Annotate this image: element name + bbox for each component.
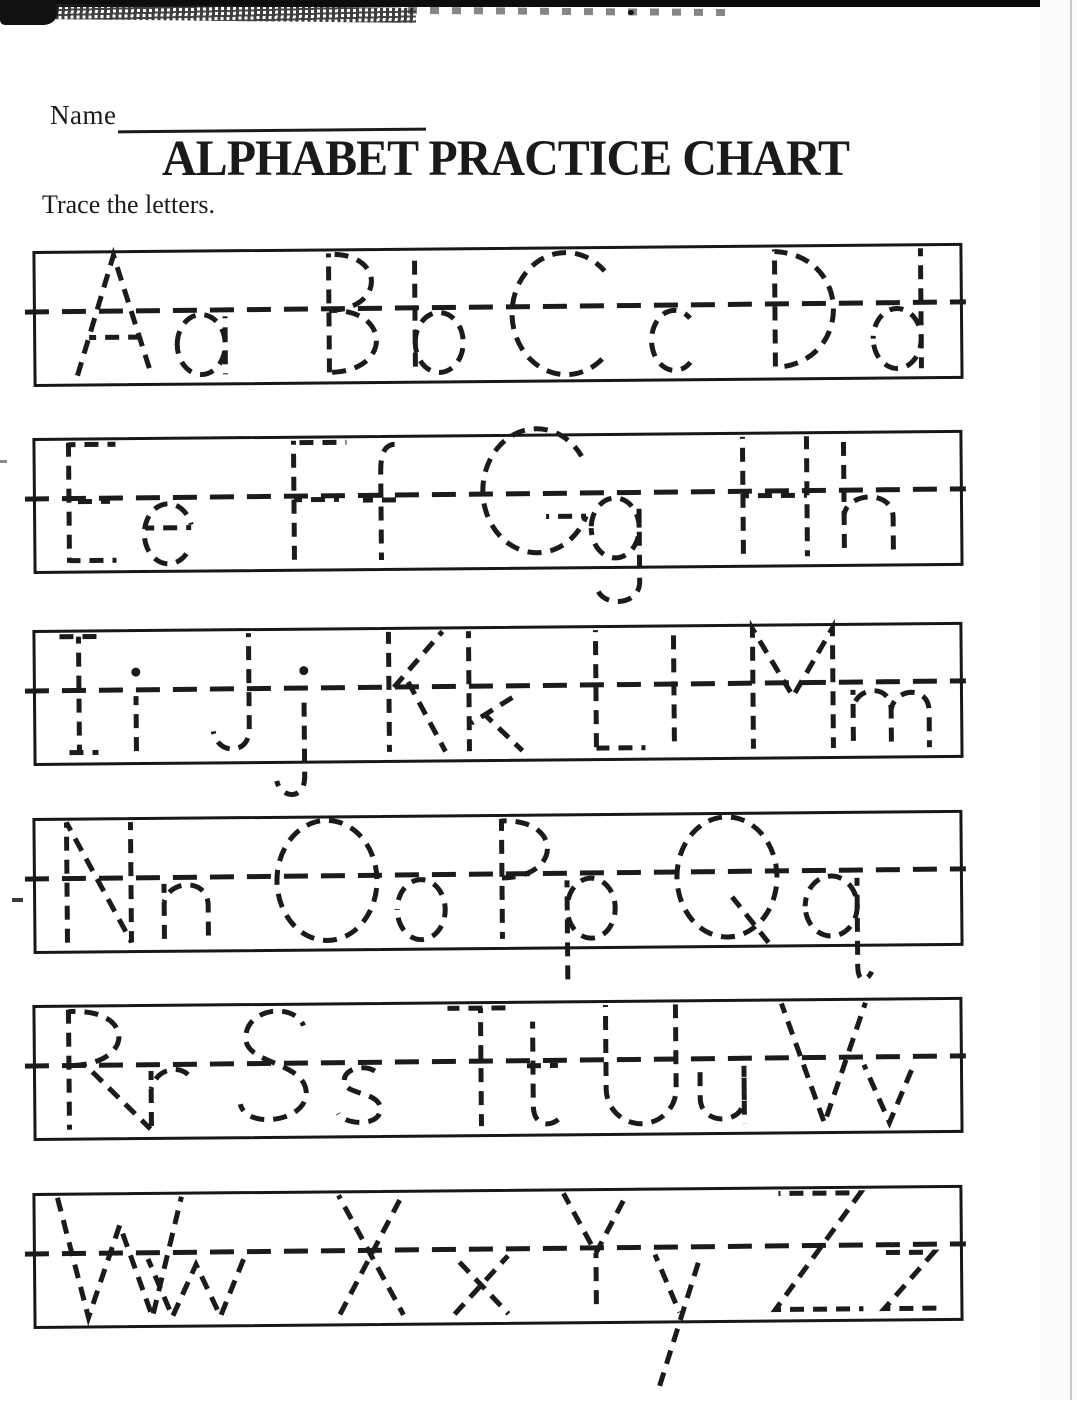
letter-z-stroke bbox=[880, 1252, 936, 1308]
letter-k-stroke bbox=[471, 693, 520, 723]
trace-letter-P bbox=[501, 819, 548, 939]
letter-B-stroke bbox=[328, 253, 329, 373]
letter-d-stroke bbox=[873, 308, 922, 368]
letter-G-stroke bbox=[482, 428, 586, 553]
letter-i-stroke bbox=[136, 696, 137, 754]
page-title: ALPHABET PRACTICE CHART bbox=[162, 130, 876, 188]
trace-letter-Y bbox=[563, 1193, 628, 1314]
trace-letter-I bbox=[59, 636, 98, 752]
letter-B-stroke bbox=[329, 310, 377, 372]
letter-X-stroke bbox=[338, 1195, 403, 1316]
trace-letter-U bbox=[605, 1004, 676, 1124]
letter-Y-stroke bbox=[596, 1253, 597, 1313]
trace-letter-f bbox=[362, 444, 403, 560]
letter-K-stroke bbox=[389, 631, 443, 691]
name-label: Name bbox=[50, 100, 116, 131]
trace-letter-k bbox=[468, 631, 522, 751]
letter-c-stroke bbox=[651, 310, 690, 370]
scanner-noise-dot bbox=[628, 10, 634, 15]
trace-letter-j bbox=[276, 666, 310, 795]
letter-B-stroke bbox=[328, 254, 371, 310]
trace-letter-Z bbox=[774, 1193, 863, 1310]
trace-letter-a bbox=[177, 314, 226, 374]
trace-letter-C bbox=[511, 252, 607, 375]
letter-d-stroke bbox=[920, 248, 921, 368]
letter-m-stroke bbox=[891, 692, 929, 747]
letter-o-stroke bbox=[397, 879, 446, 939]
trace-letter-L bbox=[595, 630, 645, 748]
trace-letter-N bbox=[66, 822, 131, 943]
dashed-midline bbox=[25, 681, 966, 691]
letter-v-stroke bbox=[864, 1064, 915, 1122]
trace-letter-T bbox=[447, 1008, 514, 1127]
letter-r-stroke bbox=[151, 1071, 152, 1129]
dashed-midline bbox=[25, 869, 966, 879]
margin-mark-small bbox=[0, 460, 7, 463]
trace-letter-d bbox=[872, 248, 921, 368]
letter-b-stroke bbox=[414, 253, 415, 373]
trace-letter-B bbox=[328, 253, 376, 373]
trace-letter-t bbox=[518, 1021, 559, 1124]
letter-r-stroke bbox=[151, 1069, 188, 1089]
letter-g-stroke bbox=[591, 498, 640, 558]
letter-e-stroke bbox=[144, 504, 191, 564]
trace-letter-r bbox=[151, 1069, 189, 1129]
trace-letter-m bbox=[853, 689, 930, 748]
trace-letter-G bbox=[482, 428, 586, 553]
letter-A-stroke bbox=[76, 255, 151, 376]
trace-letter-A bbox=[76, 255, 151, 376]
letter-R-stroke bbox=[68, 1010, 69, 1130]
letter-p-stroke bbox=[567, 878, 616, 938]
letter-k-stroke bbox=[468, 631, 469, 751]
dashed-midline bbox=[25, 1056, 966, 1066]
letter-M-stroke bbox=[752, 628, 833, 749]
trace-letter-Q bbox=[676, 816, 777, 943]
trace-letter-p bbox=[567, 878, 616, 986]
trace-letter-V bbox=[781, 1003, 866, 1124]
trace-letter-R bbox=[68, 1009, 150, 1130]
trace-row-4 bbox=[32, 810, 963, 954]
trace-letter-y bbox=[655, 1254, 702, 1390]
trace-letter-b bbox=[414, 252, 463, 372]
scanner-noise-fade bbox=[408, 7, 738, 16]
letter-l-stroke bbox=[673, 629, 674, 749]
letter-R-stroke bbox=[68, 1011, 119, 1066]
letter-i-dot bbox=[131, 668, 140, 677]
letter-t-stroke bbox=[533, 1021, 559, 1124]
letter-u-stroke bbox=[700, 1066, 745, 1124]
letter-O-stroke bbox=[276, 820, 377, 941]
scanner-noise-speckle bbox=[56, 4, 416, 23]
trace-row-6 bbox=[32, 1185, 963, 1329]
trace-letter-E bbox=[68, 442, 116, 562]
trace-row-1 bbox=[32, 243, 963, 387]
letter-Y-stroke bbox=[563, 1193, 628, 1254]
instruction-text: Trace the letters. bbox=[42, 190, 215, 220]
letter-h-stroke bbox=[843, 436, 844, 556]
trace-letter-x bbox=[454, 1256, 509, 1314]
letter-q-stroke bbox=[857, 878, 872, 980]
trace-letter-F bbox=[293, 440, 347, 560]
trace-letter-H bbox=[742, 436, 807, 557]
letter-y-stroke bbox=[655, 1254, 680, 1312]
trace-letter-c bbox=[651, 310, 690, 370]
trace-letter-n bbox=[164, 883, 209, 941]
letter-U-stroke bbox=[605, 1004, 676, 1124]
letter-a-stroke bbox=[225, 316, 226, 374]
trace-letter-q bbox=[805, 876, 872, 980]
trace-letter-i bbox=[131, 668, 141, 755]
trace-letter-h bbox=[843, 435, 893, 555]
letter-H-stroke bbox=[743, 495, 807, 496]
trace-letter-D bbox=[774, 249, 834, 370]
trace-letter-u bbox=[700, 1066, 745, 1124]
letter-m-stroke bbox=[853, 690, 854, 748]
trace-letter-s bbox=[338, 1068, 380, 1123]
dashed-midline bbox=[25, 1244, 966, 1254]
dashed-midline bbox=[25, 489, 966, 499]
margin-mark bbox=[12, 898, 23, 902]
letter-n-stroke bbox=[164, 884, 165, 942]
trace-letter-o bbox=[397, 879, 446, 939]
letter-T-stroke bbox=[480, 1008, 481, 1126]
trace-letter-g bbox=[591, 498, 640, 602]
letter-R-stroke bbox=[86, 1065, 151, 1130]
letter-n-stroke bbox=[164, 885, 208, 942]
trace-row-3 bbox=[32, 622, 963, 766]
scanner-noise-blob bbox=[0, 0, 58, 25]
dashed-midline bbox=[25, 302, 966, 312]
trace-letter-K bbox=[388, 631, 445, 751]
letter-q-stroke bbox=[805, 876, 858, 936]
letter-j-stroke bbox=[276, 695, 305, 795]
letter-P-stroke bbox=[501, 820, 547, 877]
letter-V-stroke bbox=[781, 1003, 866, 1124]
letter-K-stroke bbox=[388, 632, 389, 752]
trace-letters-canvas bbox=[35, 1188, 967, 1411]
letter-D-stroke bbox=[774, 250, 775, 370]
letter-D-stroke bbox=[774, 251, 834, 368]
letter-C-stroke bbox=[511, 252, 607, 375]
trace-letter-M bbox=[752, 628, 833, 749]
letter-b-stroke bbox=[415, 312, 464, 372]
trace-letter-e bbox=[144, 504, 191, 564]
letter-k-stroke bbox=[484, 714, 522, 751]
trace-letter-X bbox=[338, 1195, 403, 1316]
page-edge-line bbox=[1070, 0, 1072, 1400]
letter-Z-stroke bbox=[774, 1193, 863, 1310]
letter-a-stroke bbox=[177, 314, 226, 374]
letter-E-stroke bbox=[68, 443, 69, 563]
letter-I-stroke bbox=[78, 637, 79, 753]
letter-L-stroke bbox=[595, 630, 596, 748]
letter-Q-stroke bbox=[676, 816, 777, 937]
trace-letter-v bbox=[864, 1064, 915, 1122]
trace-row-5 bbox=[32, 997, 963, 1141]
trace-row-2 bbox=[32, 430, 963, 574]
trace-letter-l bbox=[673, 629, 674, 749]
letter-h-stroke bbox=[844, 497, 894, 556]
trace-letter-z bbox=[880, 1252, 936, 1308]
letter-j-dot bbox=[299, 666, 308, 675]
trace-letter-O bbox=[276, 820, 377, 941]
letter-s-stroke bbox=[338, 1068, 380, 1123]
letter-N-stroke bbox=[66, 822, 131, 943]
letter-m-stroke bbox=[853, 691, 891, 748]
